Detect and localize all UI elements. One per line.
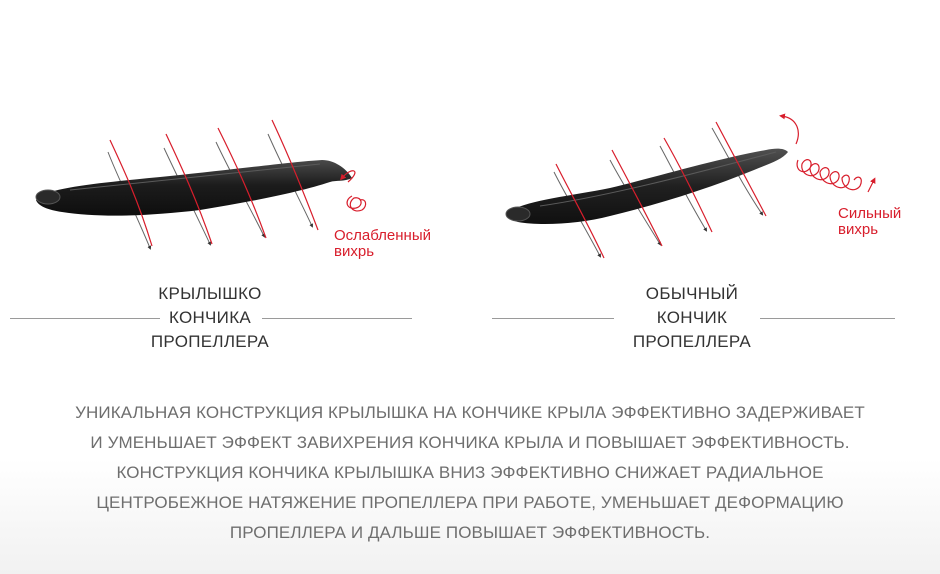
description-line: УНИКАЛЬНАЯ КОНСТРУКЦИЯ КРЫЛЫШКА НА КОНЧИКЕ КРЫЛА ЭФФЕКТИВНО ЗАДЕРЖИВАЕТ: [75, 403, 865, 422]
caption-line: ПРОПЕЛЛЕРА: [632, 332, 752, 351]
annotation-line: вихрь: [838, 221, 879, 238]
annotation-line: вихрь: [334, 243, 375, 260]
standard-propeller-blade-icon: [470, 0, 940, 280]
strong-vortex-spiral-icon: [782, 116, 874, 192]
annotation-line: Сильный: [838, 205, 902, 222]
blade-shape: [36, 160, 352, 216]
description-line: ЦЕНТРОБЕЖНОЕ НАТЯЖЕНИЕ ПРОПЕЛЛЕРА ПРИ РАБОТЕ, УМЕНЬШАЕТ ДЕФОРМАЦИЮ: [96, 493, 844, 512]
strong-vortex-label: [838, 206, 901, 238]
caption-line: ОБЫЧНЫЙ: [645, 284, 739, 303]
description-text: [20, 398, 920, 548]
weak-vortex-label: [334, 228, 431, 260]
caption-line: КОНЧИКА: [168, 308, 252, 327]
winglet-caption: [0, 282, 445, 354]
standard-tip-figure: [470, 0, 940, 380]
caption-line: КОНЧИК: [656, 308, 728, 327]
caption-line: КРЫЛЫШКО: [158, 284, 262, 303]
standard-caption: [457, 282, 927, 354]
description-line: КОНСТРУКЦИЯ КОНЧИКА КРЫЛЫШКА ВНИЗ ЭФФЕКТИВНО СНИЖАЕТ РАДИАЛЬНОЕ: [116, 463, 824, 482]
caption-line: ПРОПЕЛЛЕРА: [150, 332, 270, 351]
description-line: И УМЕНЬШАЕТ ЭФФЕКТ ЗАВИХРЕНИЯ КОНЧИКА КРЫЛА И ПОВЫШАЕТ ЭФФЕКТИВНОСТЬ.: [90, 433, 850, 452]
winglet-tip-figure: [0, 0, 470, 380]
annotation-line: Ослабленный: [334, 227, 432, 244]
description-line: ПРОПЕЛЛЕРА И ДАЛЬШЕ ПОВЫШАЕТ ЭФФЕКТИВНОСТЬ.: [229, 523, 711, 542]
